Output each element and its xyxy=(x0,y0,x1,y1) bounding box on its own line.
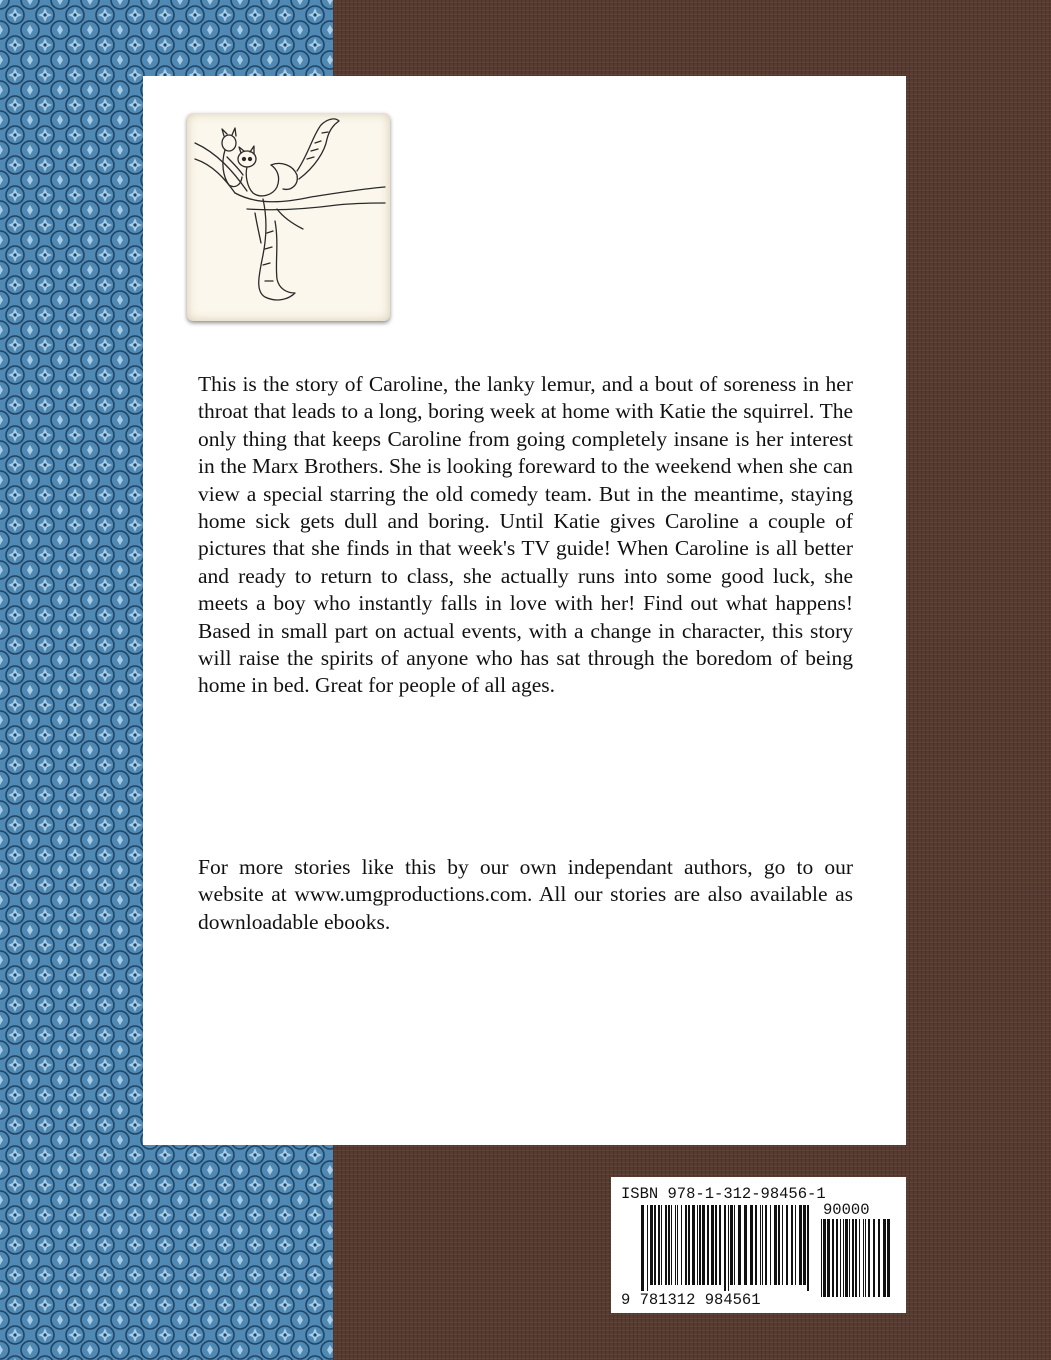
barcode-bar xyxy=(719,1205,721,1285)
barcode-bar xyxy=(863,1219,864,1297)
barcode-bar xyxy=(827,1219,830,1297)
barcode-bar xyxy=(762,1205,763,1285)
barcode-bar xyxy=(865,1219,866,1297)
barcode-bar xyxy=(755,1205,757,1285)
barcode-bar xyxy=(878,1219,880,1297)
barcode-bar xyxy=(661,1205,662,1285)
barcode-bar xyxy=(832,1219,834,1297)
barcode-bar xyxy=(778,1205,780,1285)
barcode-bar xyxy=(845,1219,848,1297)
barcode-bar xyxy=(883,1219,886,1297)
barcode-bar xyxy=(647,1205,648,1291)
barcode-bar xyxy=(744,1205,747,1285)
barcode-bar xyxy=(641,1205,644,1291)
barcode-bar xyxy=(770,1205,771,1285)
barcode-bar xyxy=(738,1205,741,1285)
barcode-bar xyxy=(677,1205,678,1285)
barcode-digits: 9 781312 984561 xyxy=(621,1291,761,1309)
barcode-bar xyxy=(803,1205,806,1285)
barcode-bar xyxy=(760,1205,761,1285)
synopsis-text: This is the story of Caroline, the lanky lemur, and a bout of soreness in her throat that leads to a long, boring week at home with Katie the squirrel. The only thing that keeps Caroline from going completely insane is her interest in the Marx Brothers. She is looking foreward to the weekend when she can view a special starring the old comedy team. But in the meantime, staying home sick gets dull and boring. Until Katie gives Caroline a couple of pictures that she finds in that week's TV guide! When Caroline is all better and ready to return to class, she actually runs into some good luck, she meets a boy who instantly falls in love with her! Find out what happens! Based in small part on actual events, with a change in character, this story will raise the spirits of anyone who has sat through the boredom of being home in bed. Great for people of all ages. xyxy=(198,372,853,698)
barcode-bar xyxy=(852,1219,854,1297)
barcode-bar xyxy=(675,1205,676,1285)
barcode-bar xyxy=(868,1219,870,1297)
addon-barcode-bars xyxy=(821,1219,890,1297)
barcode-bar xyxy=(836,1219,838,1297)
squirrel-lemur-illustration xyxy=(187,113,390,321)
barcode-bar xyxy=(702,1205,705,1285)
barcode-bar xyxy=(650,1205,653,1285)
barcode-bar xyxy=(734,1205,735,1285)
barcode-bar xyxy=(887,1219,890,1297)
barcode-bar xyxy=(692,1205,695,1285)
barcode-bar xyxy=(795,1205,796,1285)
barcode-bar xyxy=(711,1205,714,1285)
barcode-bar xyxy=(707,1205,709,1285)
price-code: 90000 xyxy=(823,1201,870,1219)
back-cover-panel xyxy=(143,76,906,1145)
barcode-bar xyxy=(750,1205,753,1285)
barcode-bar xyxy=(849,1219,850,1297)
barcode-bar xyxy=(688,1205,690,1285)
barcode-bar xyxy=(699,1205,701,1285)
illustration-photo xyxy=(187,113,390,321)
barcode-bar xyxy=(855,1219,857,1297)
barcode-bar xyxy=(681,1205,682,1285)
barcode-bar xyxy=(665,1205,667,1285)
barcode-bar xyxy=(791,1205,793,1285)
barcode-bar xyxy=(859,1219,860,1297)
barcode-bar xyxy=(840,1219,841,1297)
barcode-bar xyxy=(685,1205,687,1285)
barcode-bar xyxy=(658,1205,660,1285)
barcode-bar xyxy=(786,1205,788,1285)
barcode-bar xyxy=(671,1205,672,1285)
barcode-bar xyxy=(873,1219,875,1297)
barcode-bar xyxy=(799,1205,802,1285)
isbn-barcode xyxy=(611,1177,906,1313)
barcode-bar xyxy=(668,1205,670,1285)
barcode-bar xyxy=(843,1219,844,1297)
barcode-bar xyxy=(654,1205,656,1285)
barcode-bar xyxy=(823,1219,826,1297)
barcode-bar xyxy=(774,1205,777,1285)
barcode-bar xyxy=(821,1219,822,1297)
barcode-bar xyxy=(782,1205,783,1285)
barcode-bar xyxy=(697,1205,698,1285)
barcode-bar xyxy=(724,1205,726,1291)
barcode-bar xyxy=(765,1205,767,1285)
barcode-bar xyxy=(730,1205,733,1285)
barcode-bar xyxy=(715,1205,717,1285)
promo-text: For more stories like this by our own independant authors, go to our website at www.umgproductions.com. All our stories are also available as downloadable ebooks. xyxy=(198,855,853,934)
barcode-bar xyxy=(807,1205,809,1291)
barcode-bars xyxy=(641,1205,809,1291)
barcode-bar xyxy=(728,1205,729,1291)
isbn-label: ISBN 978-1-312-98456-1 xyxy=(621,1185,826,1203)
